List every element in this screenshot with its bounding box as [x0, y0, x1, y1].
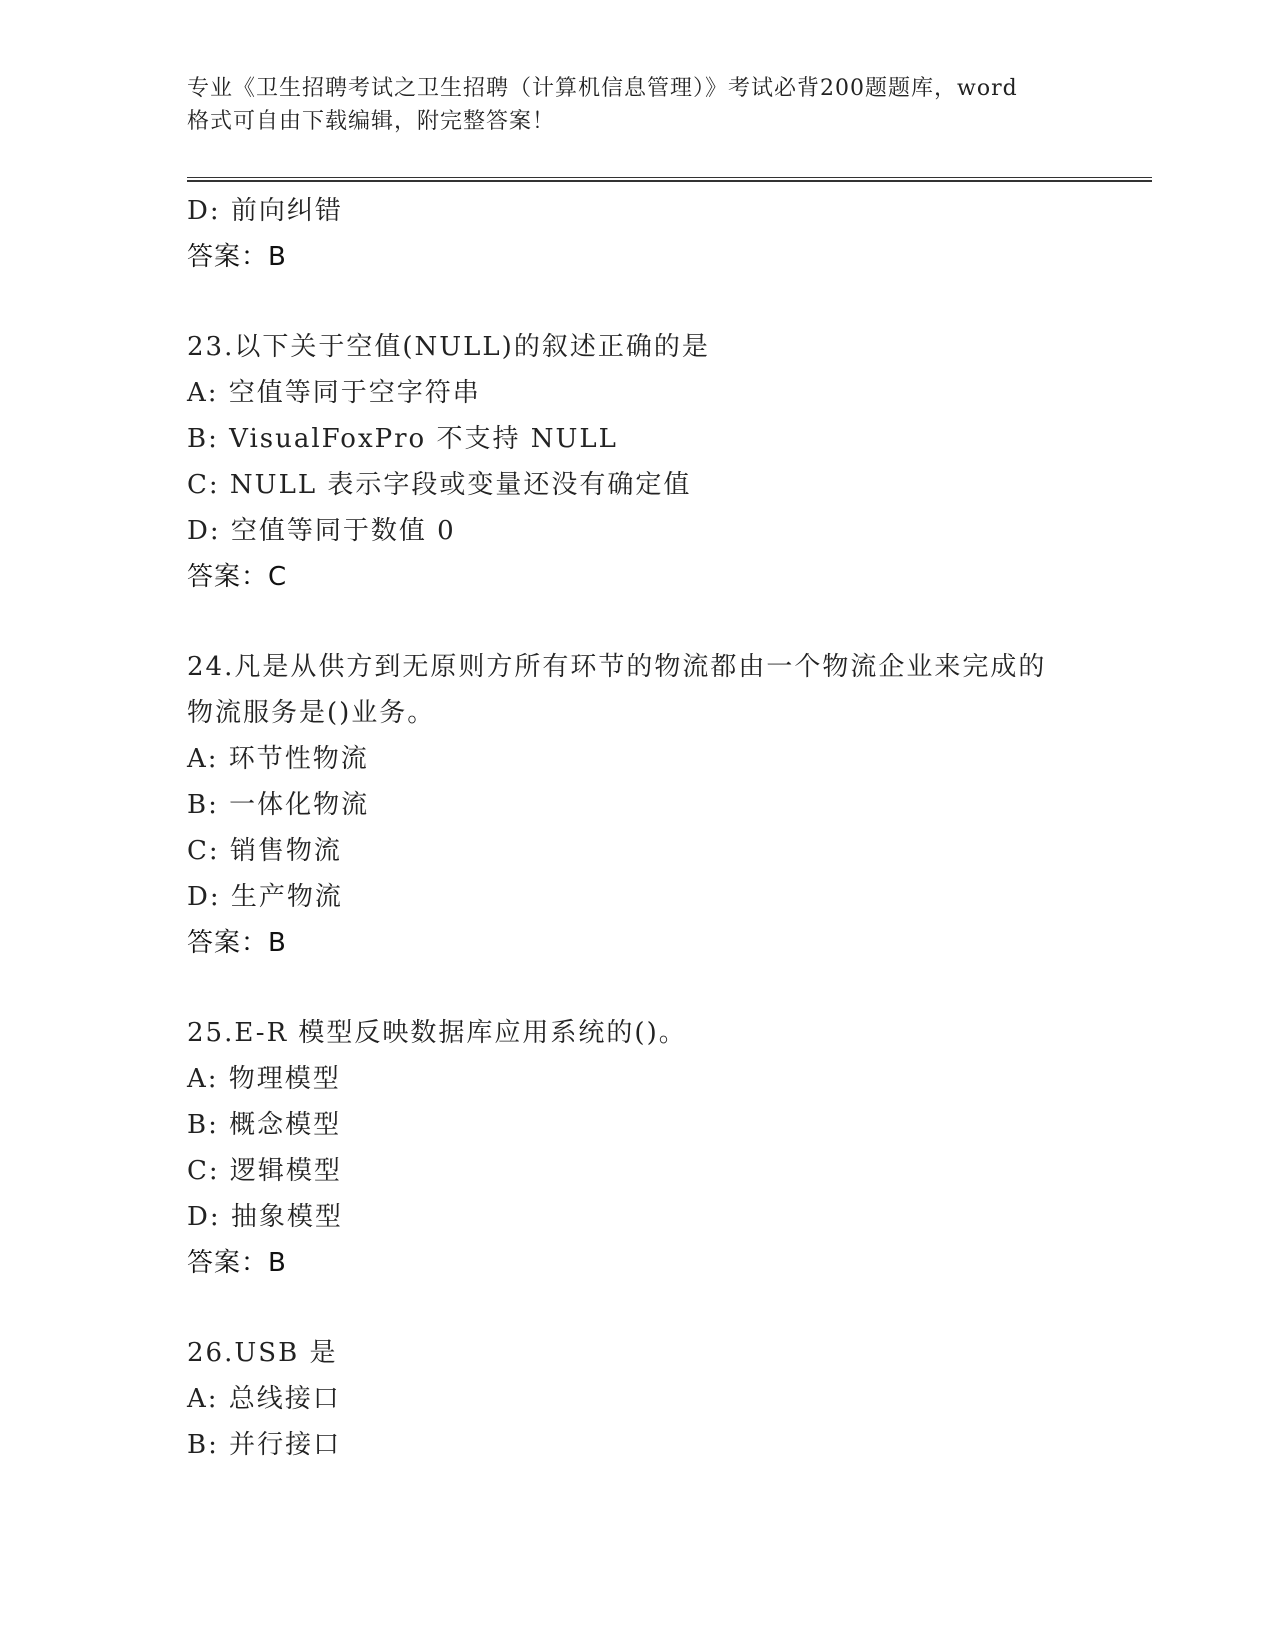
answer-line: 答案：B	[187, 1248, 287, 1278]
document-header	[187, 72, 1087, 138]
spacer	[187, 600, 1087, 644]
option-c: C: 销售物流	[187, 836, 342, 866]
question-text	[187, 1330, 1087, 1376]
question-line: 24.凡是从供方到无原则方所有环节的物流都由一个物流企业来完成的	[187, 652, 1047, 682]
answer-line: 答案：C	[187, 562, 288, 592]
option-a: A: 空值等同于空字符串	[187, 378, 481, 408]
answer-line: 答案：B	[187, 928, 287, 958]
option-c: C: 逻辑模型	[187, 1156, 342, 1186]
option-d: D: 空值等同于数值 0	[187, 516, 456, 546]
option-d: D: 前向纠错	[187, 196, 343, 226]
option-a: A: 物理模型	[187, 1064, 341, 1094]
question-line: 物流服务是()业务。	[187, 698, 436, 728]
option-b: B: 并行接口	[187, 1430, 342, 1460]
option-d: D: 抽象模型	[187, 1202, 343, 1232]
question-23	[187, 324, 1087, 600]
option-b: B: VisualFoxPro 不支持 NULL	[187, 424, 618, 454]
divider-thick-line	[187, 180, 1152, 182]
spacer	[187, 966, 1087, 1010]
option-b: B: 概念模型	[187, 1110, 342, 1140]
option-b: B: 一体化物流	[187, 790, 370, 820]
question-line: 25.E-R 模型反映数据库应用系统的()。	[187, 1018, 687, 1048]
option-a: A: 总线接口	[187, 1384, 341, 1414]
question-list	[187, 188, 1087, 1468]
divider-thin-line	[187, 177, 1152, 178]
header-line-1: 专业《卫生招聘考试之卫生招聘（计算机信息管理）》考试必背200题题库，word	[187, 76, 1018, 101]
header-divider	[187, 177, 1152, 183]
question-24	[187, 644, 1087, 966]
question-25	[187, 1010, 1087, 1286]
question-line: 23.以下关于空值(NULL)的叙述正确的是	[187, 332, 710, 362]
answer-line: 答案：B	[187, 242, 287, 272]
option-c: C: NULL 表示字段或变量还没有确定值	[187, 470, 692, 500]
question-26	[187, 1330, 1087, 1468]
question-text	[187, 1010, 1087, 1056]
spacer	[187, 280, 1087, 324]
question-text	[187, 644, 1087, 736]
question-text	[187, 324, 1087, 370]
question-22-fragment	[187, 188, 1087, 280]
option-a: A: 环节性物流	[187, 744, 369, 774]
header-line-2: 格式可自由下载编辑，附完整答案！	[187, 109, 556, 134]
spacer	[187, 1286, 1087, 1330]
question-line: 26.USB 是	[187, 1338, 338, 1368]
option-d: D: 生产物流	[187, 882, 343, 912]
